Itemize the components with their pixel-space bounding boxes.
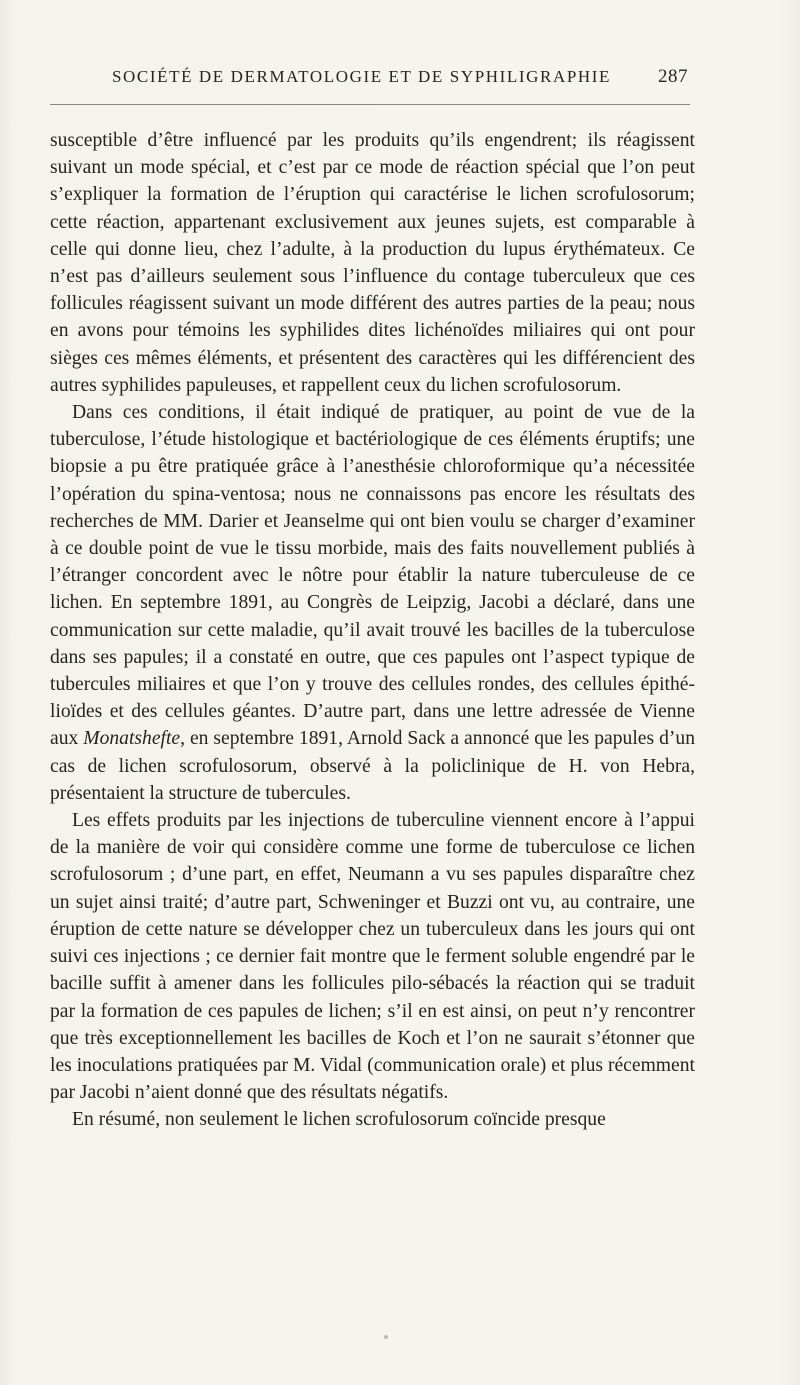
running-title: SOCIÉTÉ DE DERMATOLOGIE ET DE SYPHILIGRAPHIE xyxy=(112,67,612,86)
paragraph-1: susceptible d’être influencé par les produits qu’ils engendrent; ils réagissent suivant un mode spécial, et c’est par ce mode de réaction spécial que l’on peut s’expliquer la formation de l’éruption qui caractérise le lichen scrofulosorum; cette réaction, appartenant exclusivement aux jeunes sujets, est comparable à celle qui donne lieu, chez l’adulte, à la production du lupus érythémateux. Ce n’est pas d’ailleurs seulement sous l’influence du contage tuberculeux que ces follicules réagissent suivant un mode différent des autres parties de la peau; nous en avons pour témoins les syphilides dites lichénoïdes miliaires qui ont pour sièges ces mêmes éléments, et présentent des caractères qui les différencient des autres syphilides papuleuses, et rappellent ceux du lichen scrofulosorum. xyxy=(50,130,695,396)
paragraph-3: Les effets produits par les injections de tuberculine viennent encore à l’appui de la manière de voir qui considère comme une forme de tuberculose ce lichen scrofulosorum ; d’une part, en effet, Neumann a vu ses papules disparaître chez un sujet ainsi traité; d’autre part, Schweninger et Buzzi ont vu, au contraire, une éruption de cette nature se développer chez un tuberculeux dans les jours qui ont suivi ces injections ; ce dernier fait montre que le ferment soluble engendré par le bacille suffit à amener dans les follicules pilo-sébacés la réaction qui se traduit par la formation de ces papules de lichen; s’il en est ainsi, on peut n’y rencontrer que très exceptionnellement les bacilles de Koch et l’on ne saurait s’étonner que les inoculations pratiquées par M. Vidal (communication orale) et plus récemment par Jacobi n’aient donné que des résultats négatifs. xyxy=(50,810,695,1104)
paper-speck xyxy=(384,1335,388,1339)
body-text xyxy=(50,127,695,1134)
running-header xyxy=(112,66,688,92)
paragraph-2 xyxy=(50,399,695,807)
page-number: 287 xyxy=(658,66,688,87)
paragraph-2-text-before: Dans ces conditions, il était indiqué de pratiquer, au point de vue de la tuberculose, l’étude histologique et bactériologique de ces éléments éruptifs; une biopsie a pu être pratiquée grâce à l’anesthésie chloroformique qu’a nécessitée l’opération du spina-ventosa; nous ne connaissons pas encore les résultats des recherches de MM. Darier et Jeanselme qui ont bien voulu se charger d’examiner à ce double point de vue le tissu morbide, mais des faits nouvellement publiés à l’étranger concordent avec le nôtre pour établir la nature tuberculeuse de ce lichen. En septembre 1891, au Congrès de Leipzig, Jacobi a déclaré, dans une communication sur cette maladie, qu’il avait trouvé les bacilles de la tuberculose dans ses papules; il a constaté en outre, que ces papules ont l’aspect typique de tubercules miliaires et que l’on y trouve des cellules rondes, des cellules épithélioïdes et des cellules géantes. D’autre part, dans une lettre adressée de Vienne aux xyxy=(50,402,695,750)
paragraph-4: En résumé, non seulement le lichen scrofulosorum coïncide presque xyxy=(72,1109,606,1131)
journal-title-monatshefte: Monatshefte xyxy=(83,728,181,750)
paragraph-2-text-after: , en septembre 1891, Arnold Sack a annoncé que les papules d’un cas de lichen scrofulosorum, observé à la policlinique de H. von Hebra, présentaient la structure de tubercules. xyxy=(50,728,695,804)
header-rule xyxy=(50,104,690,105)
